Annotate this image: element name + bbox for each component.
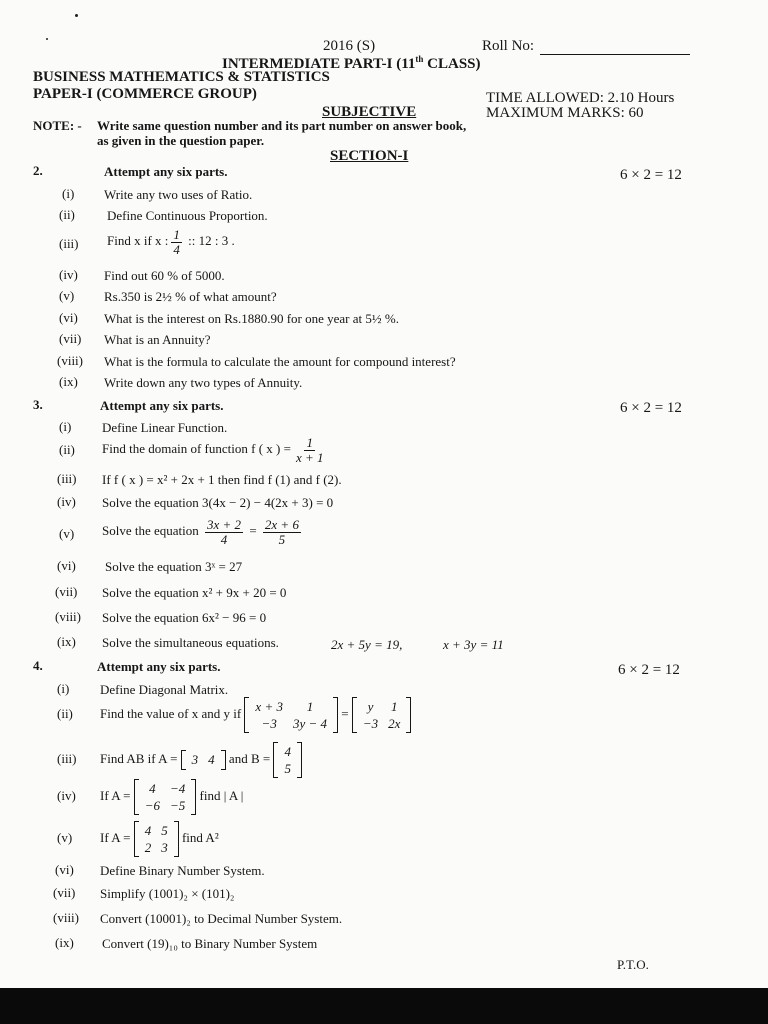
denominator: 4 [173,241,180,257]
part-number: (i) [62,186,75,201]
equals-sign: = [341,705,352,721]
equation: 2x + 5y = 19, [331,637,403,652]
equation: x + 3y = 11 [443,637,504,652]
numerator: 2x + 6 [264,517,299,532]
subjective-heading: SUBJECTIVE [322,104,417,120]
fraction [171,228,182,256]
subject-title: BUSINESS MATHEMATICS & STATISTICS [33,69,330,85]
part-text: What is the interest on Rs.1880.90 for one year at 5½ %. [104,311,399,326]
expr-text: If A = [100,787,131,803]
matrix-cell: 3y − 4 [292,716,328,731]
question-instruction: Attempt any six parts. [97,659,221,674]
part-text: Convert (19)₁₀ to Binary Number System [102,936,318,951]
part-text: Define Linear Function. [102,420,228,435]
part-number: (iv) [59,267,78,282]
part-text: Write down any two types of Annuity. [104,375,303,390]
question-marks: 6 × 2 = 12 [620,400,682,416]
numerator: 1 [306,435,313,450]
part-number: (ix) [59,374,78,389]
part-number: (iv) [57,788,76,803]
page-turn-note: P.T.O. [617,957,649,972]
part-text: Solve the simultaneous equations. [102,635,279,650]
part-number: (ii) [57,706,73,721]
matrix-cell: 4 [208,752,215,767]
denominator: 5 [278,531,286,547]
scan-speck [46,38,48,40]
part-number: (iii) [57,471,77,486]
part-number: (vi) [57,558,76,573]
part-number: (ix) [57,634,76,649]
scan-edge-bar [0,988,768,1024]
part-number: (vi) [59,310,78,325]
expr-text: and B = [228,750,271,766]
expr-text: If A = [100,829,131,845]
matrix-cell: −3 [362,716,379,731]
part-expression [102,436,329,464]
expr-text: Find the domain of function f ( x ) = [102,441,291,457]
matrix-cell: −5 [169,798,186,813]
question-marks: 6 × 2 = 12 [620,167,682,183]
expr-text: Find the value of x and y if [100,705,242,721]
part-number: (v) [59,288,75,303]
matrix-right [352,697,412,733]
matrix-cell: y [367,699,374,714]
part-text: Solve the equation 6x² − 96 = 0 [102,610,267,625]
part-text: Write any two uses of Ratio. [104,187,253,202]
class-title-text: INTERMEDIATE PART-I (11 [222,56,416,72]
note-line-1: Write same question number and its part number on answer book, [97,118,467,133]
expr-text: Find AB if A = [100,750,178,766]
part-expression [107,228,235,256]
part-number: (viii) [53,910,79,925]
matrix-cell: 3 [161,840,168,855]
part-number: (ii) [59,207,75,222]
part-number: (vi) [55,862,74,877]
matrix-cell: x + 3 [255,699,283,714]
part-text: Solve the equation 3ˣ = 27 [105,559,243,574]
part-text: Solve the equation x² + 9x + 20 = 0 [102,585,287,600]
part-text: Define Continuous Proportion. [107,208,268,223]
fraction [294,436,326,464]
numerator: 3x + 2 [207,517,242,532]
part-expression [100,779,243,815]
matrix-b [273,742,302,778]
roll-blank [540,40,690,55]
part-number: (i) [57,681,70,696]
question-instruction: Attempt any six parts. [100,398,224,413]
part-text: Solve the equation 3(4x − 2) − 4(2x + 3) = 0 [102,495,334,510]
part-text: Define Diagonal Matrix. [100,682,229,697]
part-number: (ii) [59,442,75,457]
part-text: Rs.350 is 2½ % of what amount? [104,289,277,304]
class-title-sup: th [415,54,424,64]
scan-speck [75,14,78,17]
part-text: If f ( x ) = x² + 2x + 1 then find f (1) and f (2). [102,472,342,487]
part-expression [100,742,302,778]
matrix-cell: 1 [306,699,314,714]
part-expression [102,518,304,546]
matrix-cell: 2x [388,716,401,731]
fraction [263,518,301,546]
matrix-cell: 4 [144,823,152,838]
expr-text: = [246,523,260,539]
part-number: (ix) [55,935,74,950]
part-number: (v) [59,526,75,541]
part-number: (iii) [57,751,77,766]
expr-text: Solve the equation [102,523,203,539]
paper-title: PAPER-I (COMMERCE GROUP) [33,86,257,102]
question-number: 4. [33,658,43,673]
exam-year: 2016 (S) [323,38,376,54]
part-text: What is an Annuity? [104,332,211,347]
denominator: x + 1 [295,449,324,465]
numerator: 1 [173,227,180,242]
expr-text: :: 12 : 3 . [184,233,235,249]
matrix-cell: 5 [161,823,168,838]
part-number: (vii) [53,885,76,900]
note-label: NOTE: - [33,118,82,133]
question-number: 3. [33,397,43,412]
matrix-cell: 3 [191,752,199,767]
part-text: Find out 60 % of 5000. [104,268,225,283]
question-instruction: Attempt any six parts. [104,164,228,179]
part-number: (iv) [57,494,76,509]
part-number: (v) [57,830,73,845]
part-number: (viii) [57,353,83,368]
matrix-cell: 4 [149,781,156,796]
part-number: (i) [59,419,72,434]
part-expression [100,821,219,857]
matrix-a [134,779,197,815]
part-number: (iii) [59,236,79,251]
matrix-cell: −3 [261,716,277,731]
matrix-cell: 2 [144,840,152,855]
fraction [205,518,243,546]
denominator: 4 [220,531,228,547]
matrix-a [181,750,226,770]
matrix-cell: 5 [284,761,291,776]
matrix-cell: 1 [391,699,398,714]
matrix-left [244,697,338,733]
expr-text: find | A | [199,787,244,803]
part-text: Define Binary Number System. [100,863,265,878]
part-text: What is the formula to calculate the amount for compound interest? [104,354,456,369]
expr-text: find A² [181,829,219,845]
note-line-2: as given in the question paper. [97,133,265,148]
expr-text: Find x if x : [107,233,169,249]
part-number: (viii) [55,609,81,624]
part-expression [100,697,411,733]
section-heading: SECTION-I [330,148,409,164]
part-number: (vii) [59,331,82,346]
question-marks: 6 × 2 = 12 [618,662,680,678]
part-text: Convert (10001)₂ to Decimal Number System. [100,911,343,926]
class-title-tail: CLASS) [423,56,481,72]
time-allowed: TIME ALLOWED: 2.10 Hours [486,90,675,106]
matrix-cell: −6 [144,798,160,813]
question-number: 2. [33,163,43,178]
matrix-cell: −4 [169,781,186,796]
part-number: (vii) [55,584,78,599]
roll-label: Roll No: [482,38,535,54]
matrix-a [134,821,179,857]
part-text: Simplify (1001)₂ × (101)₂ [100,886,235,901]
matrix-cell: 4 [284,744,291,759]
roll-number [482,38,690,55]
maximum-marks: MAXIMUM MARKS: 60 [486,105,644,121]
